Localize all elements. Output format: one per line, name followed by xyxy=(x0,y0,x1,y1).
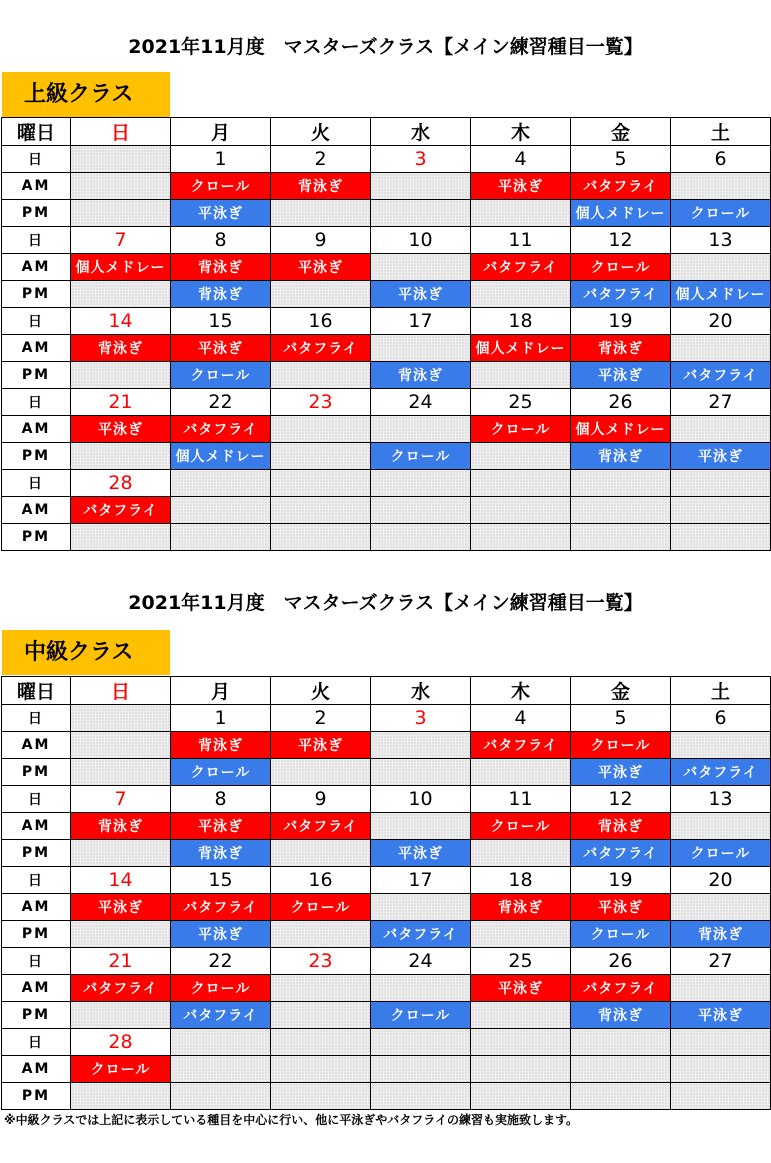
empty-cell xyxy=(71,200,171,227)
empty-cell xyxy=(271,362,371,389)
empty-cell xyxy=(471,524,571,551)
empty-cell xyxy=(471,443,571,470)
weekday-header: 土 xyxy=(671,677,771,705)
am-row xyxy=(2,894,771,921)
event-cell: 背泳ぎ xyxy=(171,254,271,281)
empty-cell xyxy=(471,759,571,786)
am-row xyxy=(2,1056,771,1083)
weekday-label: 曜日 xyxy=(2,677,71,705)
row-label-am: AM xyxy=(2,732,71,759)
empty-cell xyxy=(371,200,471,227)
empty-cell xyxy=(271,759,371,786)
event-cell: クロール xyxy=(171,759,271,786)
row-label-pm: PM xyxy=(2,281,71,308)
empty-cell xyxy=(271,497,371,524)
event-cell: 背泳ぎ xyxy=(571,813,671,840)
empty-cell xyxy=(471,840,571,867)
empty-cell xyxy=(371,759,471,786)
event-cell: バタフライ xyxy=(571,840,671,867)
empty-cell xyxy=(471,921,571,948)
event-cell: 個人メドレー xyxy=(571,200,671,227)
empty-cell xyxy=(71,146,171,173)
event-cell: バタフライ xyxy=(371,921,471,948)
pm-row xyxy=(2,362,771,389)
empty-cell xyxy=(171,1083,271,1110)
am-row xyxy=(2,254,771,281)
empty-cell xyxy=(271,921,371,948)
event-cell: バタフライ xyxy=(71,497,171,524)
row-label-date: 日 xyxy=(2,1029,71,1056)
date-cell: 18 xyxy=(471,308,571,335)
weekday-header-row xyxy=(2,118,771,146)
empty-cell xyxy=(271,1029,371,1056)
empty-cell xyxy=(671,470,771,497)
date-cell: 25 xyxy=(471,948,571,975)
event-cell: クロール xyxy=(471,813,571,840)
row-label-am: AM xyxy=(2,813,71,840)
row-label-date: 日 xyxy=(2,786,71,813)
date-cell: 2 xyxy=(271,146,371,173)
date-cell: 8 xyxy=(171,227,271,254)
event-cell: クロール xyxy=(571,732,671,759)
event-cell: 平泳ぎ xyxy=(171,335,271,362)
row-label-date: 日 xyxy=(2,705,71,732)
empty-cell xyxy=(671,813,771,840)
event-cell: 平泳ぎ xyxy=(271,254,371,281)
event-cell: クロール xyxy=(171,975,271,1002)
date-cell: 12 xyxy=(571,227,671,254)
event-cell: 個人メドレー xyxy=(171,443,271,470)
date-cell: 19 xyxy=(571,867,671,894)
empty-cell xyxy=(371,1083,471,1110)
empty-cell xyxy=(371,975,471,1002)
event-cell: 背泳ぎ xyxy=(571,1002,671,1029)
empty-cell xyxy=(171,1056,271,1083)
event-cell: バタフライ xyxy=(671,759,771,786)
row-label-pm: PM xyxy=(2,921,71,948)
pm-row xyxy=(2,921,771,948)
empty-cell xyxy=(671,335,771,362)
event-cell: 平泳ぎ xyxy=(571,362,671,389)
date-cell: 4 xyxy=(471,705,571,732)
event-cell: バタフライ xyxy=(271,813,371,840)
empty-cell xyxy=(671,254,771,281)
date-cell: 15 xyxy=(171,308,271,335)
empty-cell xyxy=(71,921,171,948)
date-cell: 20 xyxy=(671,867,771,894)
empty-cell xyxy=(471,1002,571,1029)
empty-cell xyxy=(271,975,371,1002)
empty-cell xyxy=(171,470,271,497)
am-row xyxy=(2,813,771,840)
event-cell: 背泳ぎ xyxy=(171,281,271,308)
schedule-table xyxy=(1,117,771,551)
empty-cell xyxy=(371,1029,471,1056)
date-cell: 3 xyxy=(371,705,471,732)
event-cell: 背泳ぎ xyxy=(271,173,371,200)
event-cell: 背泳ぎ xyxy=(171,840,271,867)
event-cell: 平泳ぎ xyxy=(671,1002,771,1029)
event-cell: 平泳ぎ xyxy=(171,921,271,948)
empty-cell xyxy=(671,732,771,759)
schedule-table xyxy=(1,676,771,1110)
empty-cell xyxy=(571,497,671,524)
event-cell: 平泳ぎ xyxy=(471,173,571,200)
empty-cell xyxy=(371,254,471,281)
row-label-pm: PM xyxy=(2,443,71,470)
event-cell: バタフライ xyxy=(671,362,771,389)
row-label-pm: PM xyxy=(2,840,71,867)
weekday-header: 水 xyxy=(371,118,471,146)
weekday-header-row xyxy=(2,677,771,705)
empty-cell xyxy=(371,173,471,200)
empty-cell xyxy=(71,281,171,308)
pm-row xyxy=(2,840,771,867)
empty-cell xyxy=(471,497,571,524)
empty-cell xyxy=(171,524,271,551)
date-cell: 17 xyxy=(371,308,471,335)
empty-cell xyxy=(471,1029,571,1056)
event-cell: バタフライ xyxy=(471,254,571,281)
event-cell: 平泳ぎ xyxy=(671,443,771,470)
event-cell: クロール xyxy=(671,840,771,867)
empty-cell xyxy=(571,1029,671,1056)
date-cell: 5 xyxy=(571,705,671,732)
weekday-label: 曜日 xyxy=(2,118,71,146)
event-cell: クロール xyxy=(271,894,371,921)
empty-cell xyxy=(671,173,771,200)
date-cell: 5 xyxy=(571,146,671,173)
empty-cell xyxy=(671,524,771,551)
event-cell: 背泳ぎ xyxy=(171,732,271,759)
empty-cell xyxy=(271,200,371,227)
row-label-am: AM xyxy=(2,1056,71,1083)
event-cell: 平泳ぎ xyxy=(271,732,371,759)
date-cell: 13 xyxy=(671,227,771,254)
pm-row xyxy=(2,759,771,786)
empty-cell xyxy=(471,1056,571,1083)
date-cell: 15 xyxy=(171,867,271,894)
weekday-header: 月 xyxy=(171,118,271,146)
row-label-am: AM xyxy=(2,894,71,921)
event-cell: 背泳ぎ xyxy=(71,335,171,362)
weekday-header: 木 xyxy=(471,118,571,146)
event-cell: 背泳ぎ xyxy=(571,443,671,470)
event-cell: 平泳ぎ xyxy=(571,894,671,921)
row-label-am: AM xyxy=(2,254,71,281)
date-cell: 18 xyxy=(471,867,571,894)
empty-cell xyxy=(71,840,171,867)
date-row xyxy=(2,308,771,335)
event-cell: 背泳ぎ xyxy=(471,894,571,921)
date-row xyxy=(2,470,771,497)
date-cell: 28 xyxy=(71,1029,171,1056)
date-cell: 12 xyxy=(571,786,671,813)
empty-cell xyxy=(671,1083,771,1110)
date-cell: 1 xyxy=(171,146,271,173)
schedule-title: 2021年11月度 マスターズクラス【メイン練習種目一覧】 xyxy=(128,592,643,614)
weekday-header: 金 xyxy=(571,118,671,146)
empty-cell xyxy=(671,975,771,1002)
event-cell: 個人メドレー xyxy=(671,281,771,308)
row-label-am: AM xyxy=(2,416,71,443)
row-label-am: AM xyxy=(2,173,71,200)
date-cell: 27 xyxy=(671,389,771,416)
date-row xyxy=(2,705,771,732)
empty-cell xyxy=(271,281,371,308)
weekday-header: 土 xyxy=(671,118,771,146)
event-cell: クロール xyxy=(171,173,271,200)
event-cell: 平泳ぎ xyxy=(71,894,171,921)
date-row xyxy=(2,146,771,173)
event-cell: バタフライ xyxy=(571,173,671,200)
pm-row xyxy=(2,443,771,470)
pm-row xyxy=(2,281,771,308)
empty-cell xyxy=(371,416,471,443)
weekday-header: 日 xyxy=(71,118,171,146)
weekday-header: 日 xyxy=(71,677,171,705)
empty-cell xyxy=(671,1029,771,1056)
empty-cell xyxy=(671,894,771,921)
date-cell: 6 xyxy=(671,705,771,732)
date-row xyxy=(2,227,771,254)
am-row xyxy=(2,416,771,443)
event-cell: バタフライ xyxy=(271,335,371,362)
date-cell: 21 xyxy=(71,948,171,975)
event-cell: 個人メドレー xyxy=(471,335,571,362)
date-cell: 22 xyxy=(171,389,271,416)
event-cell: 平泳ぎ xyxy=(371,840,471,867)
date-cell: 23 xyxy=(271,948,371,975)
date-row xyxy=(2,867,771,894)
empty-cell xyxy=(571,524,671,551)
weekday-header: 火 xyxy=(271,677,371,705)
date-cell: 8 xyxy=(171,786,271,813)
row-label-date: 日 xyxy=(2,389,71,416)
date-cell: 7 xyxy=(71,786,171,813)
empty-cell xyxy=(71,1002,171,1029)
class-label: 上級クラス xyxy=(2,72,170,117)
empty-cell xyxy=(671,416,771,443)
row-label-pm: PM xyxy=(2,200,71,227)
footnote: ※中級クラスでは上記に表示している種目を中心に行い、他に平泳ぎやバタフライの練習も実施致します。 xyxy=(4,1113,578,1127)
empty-cell xyxy=(271,470,371,497)
empty-cell xyxy=(671,1056,771,1083)
event-cell: クロール xyxy=(71,1056,171,1083)
row-label-pm: PM xyxy=(2,1002,71,1029)
am-row xyxy=(2,732,771,759)
weekday-header: 水 xyxy=(371,677,471,705)
date-row xyxy=(2,389,771,416)
date-cell: 10 xyxy=(371,786,471,813)
event-cell: バタフライ xyxy=(171,894,271,921)
empty-cell xyxy=(671,497,771,524)
date-row xyxy=(2,1029,771,1056)
empty-cell xyxy=(471,200,571,227)
empty-cell xyxy=(471,1083,571,1110)
date-cell: 4 xyxy=(471,146,571,173)
weekday-header: 火 xyxy=(271,118,371,146)
empty-cell xyxy=(371,732,471,759)
empty-cell xyxy=(271,524,371,551)
empty-cell xyxy=(571,470,671,497)
date-cell: 9 xyxy=(271,227,371,254)
date-cell: 3 xyxy=(371,146,471,173)
event-cell: クロール xyxy=(571,254,671,281)
row-label-am: AM xyxy=(2,335,71,362)
am-row xyxy=(2,975,771,1002)
date-cell: 23 xyxy=(271,389,371,416)
event-cell: 平泳ぎ xyxy=(571,759,671,786)
am-row xyxy=(2,173,771,200)
date-cell: 13 xyxy=(671,786,771,813)
pm-row xyxy=(2,1083,771,1110)
date-cell: 16 xyxy=(271,308,371,335)
row-label-date: 日 xyxy=(2,867,71,894)
empty-cell xyxy=(371,524,471,551)
event-cell: 平泳ぎ xyxy=(71,416,171,443)
event-cell: 個人メドレー xyxy=(571,416,671,443)
class-label: 中級クラス xyxy=(2,630,170,675)
empty-cell xyxy=(271,1083,371,1110)
pm-row xyxy=(2,1002,771,1029)
date-row xyxy=(2,786,771,813)
empty-cell xyxy=(471,281,571,308)
event-cell: 背泳ぎ xyxy=(71,813,171,840)
date-cell: 26 xyxy=(571,389,671,416)
date-cell: 28 xyxy=(71,470,171,497)
empty-cell xyxy=(371,335,471,362)
empty-cell xyxy=(371,1056,471,1083)
empty-cell xyxy=(71,705,171,732)
row-label-date: 日 xyxy=(2,146,71,173)
date-cell: 1 xyxy=(171,705,271,732)
empty-cell xyxy=(571,1056,671,1083)
event-cell: バタフライ xyxy=(471,732,571,759)
event-cell: クロール xyxy=(371,443,471,470)
empty-cell xyxy=(271,443,371,470)
row-label-am: AM xyxy=(2,497,71,524)
row-label-am: AM xyxy=(2,975,71,1002)
date-cell: 11 xyxy=(471,786,571,813)
date-cell: 24 xyxy=(371,948,471,975)
date-cell: 6 xyxy=(671,146,771,173)
weekday-header: 月 xyxy=(171,677,271,705)
event-cell: クロール xyxy=(471,416,571,443)
date-cell: 20 xyxy=(671,308,771,335)
date-cell: 17 xyxy=(371,867,471,894)
empty-cell xyxy=(271,840,371,867)
row-label-pm: PM xyxy=(2,362,71,389)
am-row xyxy=(2,335,771,362)
empty-cell xyxy=(71,443,171,470)
row-label-date: 日 xyxy=(2,470,71,497)
schedule-title: 2021年11月度 マスターズクラス【メイン練習種目一覧】 xyxy=(128,36,643,58)
date-cell: 14 xyxy=(71,867,171,894)
event-cell: クロール xyxy=(171,362,271,389)
row-label-pm: PM xyxy=(2,1083,71,1110)
date-cell: 22 xyxy=(171,948,271,975)
row-label-date: 日 xyxy=(2,308,71,335)
empty-cell xyxy=(71,732,171,759)
pm-row xyxy=(2,524,771,551)
event-cell: バタフライ xyxy=(571,281,671,308)
event-cell: バタフライ xyxy=(571,975,671,1002)
empty-cell xyxy=(371,470,471,497)
am-row xyxy=(2,497,771,524)
date-cell: 25 xyxy=(471,389,571,416)
date-cell: 26 xyxy=(571,948,671,975)
empty-cell xyxy=(171,1029,271,1056)
event-cell: 平泳ぎ xyxy=(171,813,271,840)
event-cell: 個人メドレー xyxy=(71,254,171,281)
date-cell: 19 xyxy=(571,308,671,335)
event-cell: 平泳ぎ xyxy=(471,975,571,1002)
weekday-header: 金 xyxy=(571,677,671,705)
event-cell: 平泳ぎ xyxy=(171,200,271,227)
empty-cell xyxy=(71,1083,171,1110)
date-cell: 16 xyxy=(271,867,371,894)
empty-cell xyxy=(71,362,171,389)
event-cell: 平泳ぎ xyxy=(371,281,471,308)
weekday-header: 木 xyxy=(471,677,571,705)
row-label-pm: PM xyxy=(2,759,71,786)
event-cell: バタフライ xyxy=(171,1002,271,1029)
empty-cell xyxy=(71,759,171,786)
empty-cell xyxy=(471,362,571,389)
event-cell: 背泳ぎ xyxy=(671,921,771,948)
empty-cell xyxy=(371,497,471,524)
event-cell: 背泳ぎ xyxy=(371,362,471,389)
empty-cell xyxy=(371,813,471,840)
row-label-pm: PM xyxy=(2,524,71,551)
row-label-date: 日 xyxy=(2,227,71,254)
event-cell: クロール xyxy=(671,200,771,227)
event-cell: クロール xyxy=(371,1002,471,1029)
date-cell: 21 xyxy=(71,389,171,416)
date-cell: 10 xyxy=(371,227,471,254)
date-cell: 27 xyxy=(671,948,771,975)
empty-cell xyxy=(271,1056,371,1083)
empty-cell xyxy=(471,470,571,497)
empty-cell xyxy=(171,497,271,524)
date-cell: 2 xyxy=(271,705,371,732)
empty-cell xyxy=(71,173,171,200)
event-cell: 背泳ぎ xyxy=(571,335,671,362)
date-cell: 7 xyxy=(71,227,171,254)
empty-cell xyxy=(371,894,471,921)
event-cell: バタフライ xyxy=(171,416,271,443)
event-cell: バタフライ xyxy=(71,975,171,1002)
empty-cell xyxy=(271,1002,371,1029)
date-cell: 24 xyxy=(371,389,471,416)
event-cell: クロール xyxy=(571,921,671,948)
empty-cell xyxy=(571,1083,671,1110)
date-cell: 11 xyxy=(471,227,571,254)
date-cell: 14 xyxy=(71,308,171,335)
empty-cell xyxy=(271,416,371,443)
empty-cell xyxy=(71,524,171,551)
date-row xyxy=(2,948,771,975)
row-label-date: 日 xyxy=(2,948,71,975)
date-cell: 9 xyxy=(271,786,371,813)
pm-row xyxy=(2,200,771,227)
